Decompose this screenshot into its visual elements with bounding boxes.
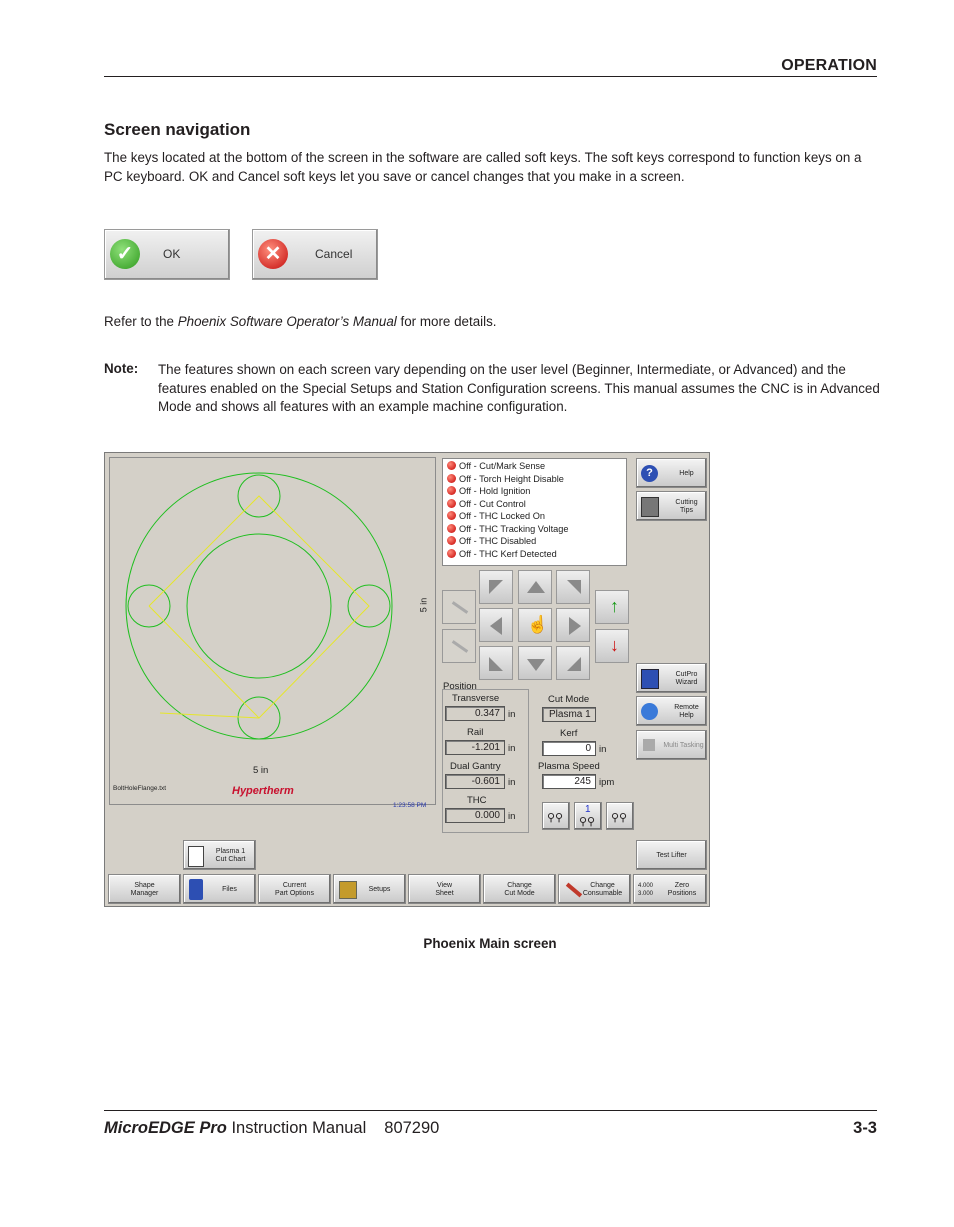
dimension-right: 5 in xyxy=(418,597,429,613)
arrow-up-left-icon xyxy=(489,580,503,594)
transverse-label: Transverse xyxy=(452,693,500,704)
torch-icon xyxy=(452,640,468,653)
station-next-button[interactable] xyxy=(606,802,634,830)
plasma-speed-unit: ipm xyxy=(599,777,615,788)
refer-paragraph xyxy=(104,313,877,332)
status-led-icon xyxy=(447,524,456,533)
status-row: Off - Hold Ignition xyxy=(447,486,530,496)
cancel-softkey xyxy=(252,229,378,280)
test-lifter-button[interactable] xyxy=(636,840,707,870)
refer-pre: Refer to the xyxy=(104,314,178,329)
transverse-unit: in xyxy=(508,709,516,720)
setups-softkey[interactable] xyxy=(333,874,406,904)
footer-rule xyxy=(104,1110,877,1111)
cutpro-wizard-button[interactable] xyxy=(636,663,707,693)
cut-mode-value: Plasma 1 xyxy=(542,707,596,722)
remote-help-icon xyxy=(641,703,658,720)
torch-up-disabled-button[interactable] xyxy=(442,629,476,663)
station-icon: ⚲⚲ xyxy=(579,816,596,828)
files-label: Files xyxy=(222,886,237,893)
jog-hand-button[interactable] xyxy=(518,608,552,642)
intro-paragraph: The keys located at the bottom of the screen in the software are called soft keys. The soft keys correspond to function keys on a PC keyboard. OK and Cancel soft keys let you save or cancel changes that you make in a screen. xyxy=(104,150,862,184)
part-filename: BoltHoleFlange.txt xyxy=(113,785,167,792)
help-label: Help xyxy=(679,470,694,477)
dual-gantry-label: Dual Gantry xyxy=(450,761,501,772)
status-list xyxy=(442,458,627,566)
cut-chart-button[interactable] xyxy=(183,840,256,870)
kerf-unit: in xyxy=(599,744,607,755)
kerf-label: Kerf xyxy=(560,728,578,739)
plasma-speed-input[interactable]: 245 xyxy=(542,774,596,789)
arrow-down-right-icon xyxy=(567,657,581,671)
status-row: Off - THC Kerf Detected xyxy=(447,549,557,559)
kerf-input[interactable]: 0 xyxy=(542,741,596,756)
page-number: 3-3 xyxy=(853,1119,877,1137)
help-button[interactable] xyxy=(636,458,707,488)
part-preview xyxy=(109,457,436,805)
cut-chart-label: Plasma 1 Cut Chart xyxy=(215,848,246,863)
red-down-arrow-icon: ↓ xyxy=(610,635,619,655)
jog-up-right-button[interactable] xyxy=(556,570,590,604)
cutting-tips-label: Cutting Tips xyxy=(675,499,698,514)
status-row: Off - Cut Control xyxy=(447,499,526,509)
cutpro-wizard-label: CutPro Wizard xyxy=(675,671,698,686)
view-sheet-label: View Sheet xyxy=(435,882,454,897)
remote-help-button[interactable] xyxy=(636,696,707,726)
zero-positions-coords: 4.000 3.000 xyxy=(638,883,654,897)
zero-positions-softkey[interactable] xyxy=(633,874,707,904)
arrow-right-icon xyxy=(569,617,581,635)
torch-icon xyxy=(452,601,468,614)
jog-left-button[interactable] xyxy=(479,608,513,642)
product-name: MicroEDGE Pro xyxy=(104,1119,227,1137)
note-label: Note: xyxy=(104,361,139,376)
files-softkey[interactable] xyxy=(183,874,256,904)
status-led-icon xyxy=(447,499,456,508)
status-led-icon xyxy=(447,474,456,483)
ok-label: OK xyxy=(163,247,181,261)
section-title: Screen navigation xyxy=(104,120,251,139)
arrow-left-icon xyxy=(490,617,502,635)
ok-softkey xyxy=(104,229,230,280)
hypertherm-logo: Hypertherm xyxy=(232,785,294,797)
change-cut-mode-label: Change Cut Mode xyxy=(504,882,535,897)
hand-icon: ☝ xyxy=(527,615,549,634)
manual-title: Phoenix Software Operator’s Manual xyxy=(177,314,397,329)
refer-post: for more details. xyxy=(396,314,497,329)
cutting-tips-button[interactable] xyxy=(636,491,707,521)
thc-unit: in xyxy=(508,811,516,822)
jog-right-button[interactable] xyxy=(556,608,590,642)
header-rule xyxy=(104,76,877,77)
position-group-title: Position xyxy=(443,681,477,692)
part-drawing xyxy=(110,458,435,804)
arrow-up-right-icon xyxy=(567,580,581,594)
status-led-icon xyxy=(447,461,456,470)
cutting-tips-icon xyxy=(641,497,659,517)
torch-down-disabled-button[interactable] xyxy=(442,590,476,624)
shape-manager-label: Shape Manager xyxy=(130,882,159,897)
jog-up-button[interactable] xyxy=(518,570,552,604)
clock: 1:23:58 PM xyxy=(393,802,427,809)
station-1-button[interactable] xyxy=(574,802,602,830)
x-icon: ✕ xyxy=(258,239,288,269)
footer-title xyxy=(104,1119,439,1138)
status-led-icon xyxy=(447,486,456,495)
arrow-down-left-icon xyxy=(489,657,503,671)
zero-positions-label: Zero Positions xyxy=(667,882,697,897)
transverse-value: 0.347 xyxy=(445,706,505,721)
multitasking-label: Multi Tasking xyxy=(663,742,704,749)
section-header: OPERATION xyxy=(781,57,877,74)
shape-manager-softkey[interactable] xyxy=(108,874,181,904)
multitasking-icon xyxy=(643,739,655,751)
current-part-options-softkey[interactable] xyxy=(258,874,331,904)
dual-gantry-value: -0.601 xyxy=(445,774,505,789)
lower-torch-button[interactable] xyxy=(595,629,629,663)
manual-number: 807290 xyxy=(384,1119,440,1137)
change-consumable-softkey[interactable] xyxy=(558,874,631,904)
jog-down-left-button[interactable] xyxy=(479,646,513,680)
thc-value: 0.000 xyxy=(445,808,505,823)
multitasking-button[interactable] xyxy=(636,730,707,760)
arrow-down-icon xyxy=(527,659,545,671)
change-cut-mode-softkey[interactable] xyxy=(483,874,556,904)
status-led-icon xyxy=(447,511,456,520)
status-row: Off - THC Disabled xyxy=(447,536,536,546)
cut-chart-icon xyxy=(188,846,204,867)
change-consumable-label: Change Consumable xyxy=(582,882,623,897)
checkmark-icon: ✓ xyxy=(110,239,140,269)
thc-label: THC xyxy=(467,795,487,806)
help-icon: ? xyxy=(641,465,658,482)
cut-mode-label: Cut Mode xyxy=(548,694,590,705)
status-led-icon xyxy=(447,549,456,558)
jog-up-left-button[interactable] xyxy=(479,570,513,604)
remote-help-label: Remote Help xyxy=(674,704,699,719)
view-sheet-softkey[interactable] xyxy=(408,874,481,904)
cancel-label: Cancel xyxy=(315,247,353,261)
current-part-options-label: Current Part Options xyxy=(275,882,314,897)
plasma-speed-label: Plasma Speed xyxy=(538,761,600,772)
dimension-bottom: 5 in xyxy=(253,765,269,776)
setups-label: Setups xyxy=(368,886,391,893)
phoenix-main-screen xyxy=(104,452,710,907)
station-icon: ⚲⚲ xyxy=(547,812,564,824)
manual-type: Instruction Manual xyxy=(226,1119,367,1137)
rail-value: -1.201 xyxy=(445,740,505,755)
raise-torch-button[interactable] xyxy=(595,590,629,624)
jog-down-right-button[interactable] xyxy=(556,646,590,680)
status-row: Off - Cut/Mark Sense xyxy=(447,461,545,471)
station-icon: ⚲⚲ xyxy=(611,812,628,824)
dual-gantry-unit: in xyxy=(508,777,516,788)
station-number: 1 xyxy=(585,804,591,815)
status-row: Off - Torch Height Disable xyxy=(447,474,564,484)
green-up-arrow-icon: ↑ xyxy=(610,596,619,616)
status-row: Off - THC Locked On xyxy=(447,511,545,521)
station-all-button[interactable] xyxy=(542,802,570,830)
cutpro-wizard-icon xyxy=(641,669,659,689)
status-led-icon xyxy=(447,536,456,545)
rail-label: Rail xyxy=(467,727,484,738)
arrow-up-icon xyxy=(527,581,545,593)
files-icon xyxy=(189,879,203,900)
jog-down-button[interactable] xyxy=(518,646,552,680)
rail-unit: in xyxy=(508,743,516,754)
test-lifter-label: Test Lifter xyxy=(656,852,687,859)
status-row: Off - THC Tracking Voltage xyxy=(447,524,568,534)
note-text: The features shown on each screen vary depending on the user level (Beginner, Intermediate, or Advanced) and the features enabled on the Special Setups and Station Configuration screens. This manual assumes the CNC is in Advanced Mode and shows all features with an example machine configuration. xyxy=(158,362,880,414)
figure-caption: Phoenix Main screen xyxy=(423,936,557,951)
